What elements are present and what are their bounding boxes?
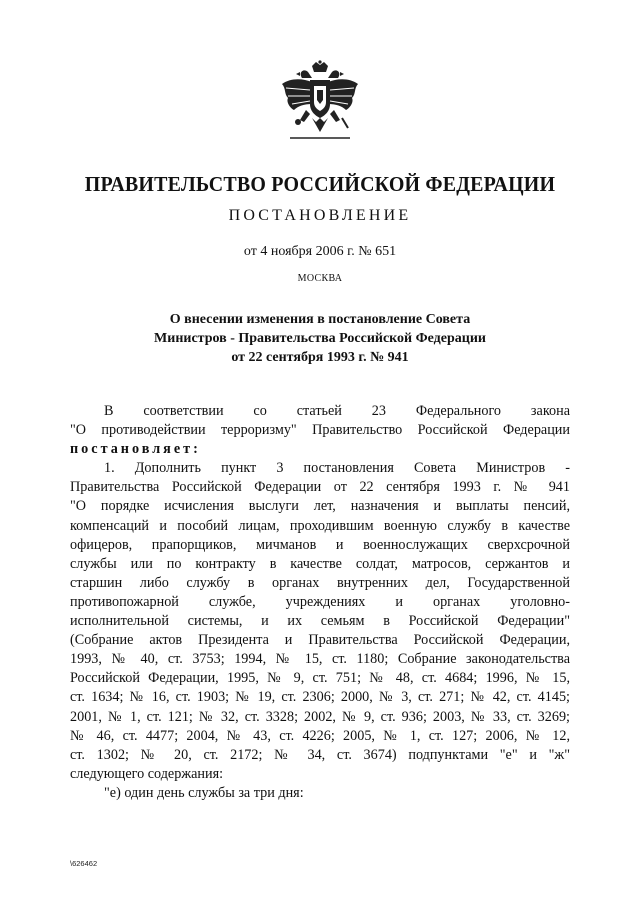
body-line: "е) один день службы за три дня:	[104, 784, 304, 801]
body-line: следующего содержания:	[70, 765, 224, 782]
body-line: 1. Дополнить пункт 3 постановления Совета Министров -	[104, 460, 570, 477]
document-body	[70, 402, 570, 803]
body-line: службы или по контракту в качестве солдат, матросов, сержантов и	[70, 555, 570, 572]
coat-of-arms-icon	[272, 60, 368, 146]
body-line: "О порядке исчисления выслуги лет, назначения и выплаты пенсий,	[70, 498, 570, 515]
body-line: "О противодействии терроризму" Правительство Российской Федерации	[70, 422, 570, 439]
body-line-resolves: постановляет:	[70, 441, 201, 458]
subject-line: О внесении изменения в постановление Совета	[169, 312, 471, 327]
document-code: \626462	[70, 859, 98, 868]
body-line: компенсаций и пособий лицам, проходившим военную службу в качестве	[70, 517, 570, 534]
body-line: Правительства Российской Федерации от 22 сентября 1993 г. № 941	[70, 479, 570, 496]
body-line: офицеров, прапорщиков, мичманов и военнослужащих сверхсрочной	[70, 536, 570, 553]
body-line: старшин либо службу в органах внутренних дел, Государственной	[70, 574, 570, 591]
government-title: ПРАВИТЕЛЬСТВО РОССИЙСКОЙ ФЕДЕРАЦИИ	[84, 172, 556, 196]
body-line: В соответствии со статьей 23 Федерального закона	[104, 403, 570, 419]
body-line: ст. 1634; № 16, ст. 1903; № 19, ст. 2306; 2000, № 3, ст. 271; № 42, ст. 4145;	[70, 689, 570, 706]
document-date-number: от 4 ноября 2006 г. № 651	[243, 244, 397, 259]
body-line: 2001, № 1, ст. 121; № 32, ст. 3328; 2002, № 9, ст. 936; 2003, № 33, ст. 3269;	[70, 708, 570, 725]
subject-line: Министров - Правительства Российской Федерации	[154, 331, 486, 346]
body-line: ст. 1302; № 20, ст. 2172; № 34, ст. 3674) подпунктами "е" и "ж"	[70, 746, 570, 763]
body-line: № 46, ст. 4477; 2004, № 43, ст. 4226; 2005, № 1, ст. 127; 2006, № 12,	[70, 727, 570, 744]
body-line: Российской Федерации, 1995, № 9, ст. 751; № 48, ст. 4684; 1996, № 15,	[70, 670, 570, 687]
body-line: противопожарной службе, учреждениях и органах уголовно-	[70, 593, 570, 610]
body-line: исполнительной системы, и их семьям в Российской Федерации"	[70, 613, 570, 630]
subject-line: от 22 сентября 1993 г. № 941	[231, 350, 409, 365]
document-type: ПОСТАНОВЛЕНИЕ	[228, 207, 412, 224]
document-subject	[100, 310, 540, 367]
document-city: МОСКВА	[297, 273, 343, 284]
body-line: 1993, № 40, ст. 3753; 1994, № 15, ст. 1180; Собрание законодательства	[70, 651, 570, 668]
body-line: (Собрание актов Президента и Правительства Российской Федерации,	[70, 632, 570, 649]
